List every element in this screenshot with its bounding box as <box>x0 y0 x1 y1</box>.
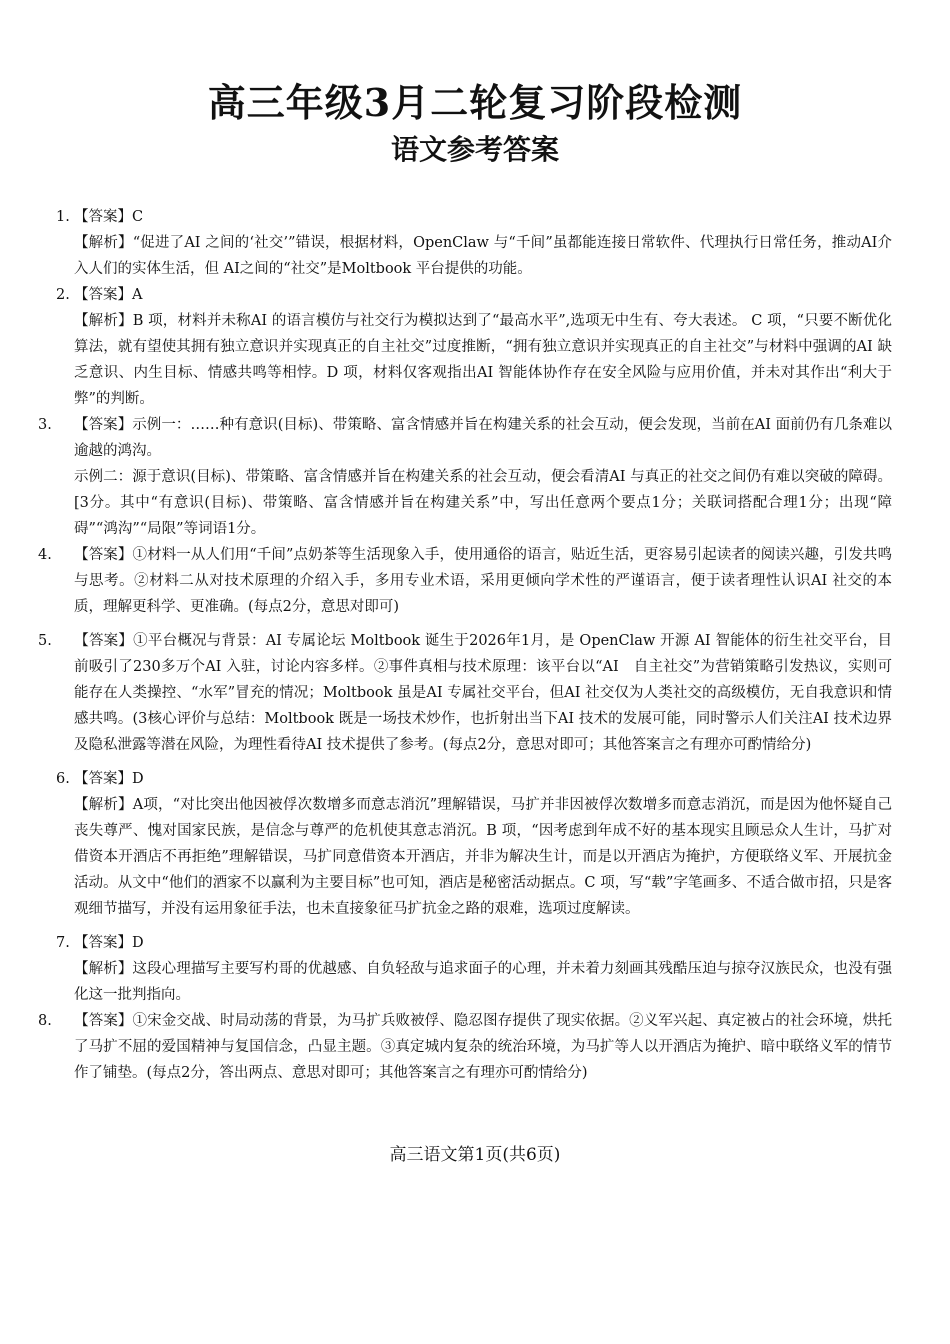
explanation: 【解析】“促进了AI 之间的‘社交’”错误，根据材料，OpenClaw 与“千间”虽都能连接日常软件、代理执行日常任务，推动AI介入人们的实体生活，但 AI之间的“社交”是Moltbook 平台提供的功能。 <box>74 235 892 277</box>
question-number: 4. <box>38 547 52 563</box>
question-6 <box>56 766 892 922</box>
question-2 <box>56 282 892 412</box>
question-number: 6. <box>56 771 70 787</box>
explanation: 示例二：源于意识(目标)、带策略、富含情感并旨在构建关系的社会互动，便会看清AI 与真正的社交之间仍有难以突破的障碍。[3分。其中“有意识(目标)、带策略、富含情感并旨在构建关系”中，写出任意两个要点1分；关联词搭配合理1分；出现“障碍”“鸿沟”“局限”等词语1分。 <box>74 469 892 537</box>
page-subtitle: 语文参考答案 <box>390 133 559 166</box>
question-7 <box>56 930 892 1008</box>
page-footer: 高三语文第1页(共6页) <box>389 1145 561 1165</box>
answer-line: 【答案】①平台概况与背景：AI 专属论坛 Moltbook 诞生于2026年1月，是 OpenClaw 开源 AI 智能体的衍生社交平台，目前吸引了230多万个AI 入驻，讨论内容多样。②事件真相与技术原理：该平台以“AI 自主社交”为营销策略引发热议，实则可能存在人类操控、“水军”冒充的情况；Moltbook 虽是AI 专属社交平台，但AI 社交仅为人类社交的高级模仿，无自我意识和情感共鸣。(3核心评价与总结：Moltbook 既是一场技术炒作，也折射出当下AI 技术的发展可能，同时警示人们关注AI 技术边界及隐私泄露等潜在风险，为理性看待AI 技术提供了参考。(每点2分，意思对即可；其他答案言之有理亦可酌情给分) <box>74 633 892 753</box>
answer-line: 【答案】C <box>74 209 144 225</box>
answer-line: 【答案】A <box>74 287 143 303</box>
question-number: 1. <box>56 209 70 225</box>
question-1 <box>56 204 892 282</box>
question-number: 8. <box>38 1013 52 1029</box>
question-number: 2. <box>56 287 70 303</box>
answers-body <box>38 204 892 1086</box>
question-4 <box>38 542 892 620</box>
question-8 <box>38 1008 892 1086</box>
answer-line: 【答案】①材料一从人们用“千间”点奶茶等生活现象入手，使用通俗的语言，贴近生活，更容易引起读者的阅读兴趣，引发共鸣与思考。②材料二从对技术原理的介绍入手，多用专业术语，采用更倾向学术性的严谨语言，便于读者理性认识AI 社交的本质，理解更科学、更准确。(每点2分，意思对即可) <box>74 547 892 615</box>
explanation: 【解析】这段心理描写主要写杓哥的优越感、自负轻敌与追求面子的心理，并未着力刻画其残酷压迫与掠夺汉族民众，也没有强化这一批判指向。 <box>74 961 892 1003</box>
explanation: 【解析】B 项，材料并未称AI 的语言模仿与社交行为模拟达到了“最高水平”,选项无中生有、夸大表述。 C 项，“只要不断优化算法，就有望使其拥有独立意识并实现真正的自主社交”过度推断，“拥有独立意识并实现真正的自主社交”与材料中强调的AI 缺乏意识、内生目标、情感共鸣等相悖。D 项，材料仅客观指出AI 智能体协作存在安全风险与应用价值，并未对其作出“利大于弊”的判断。 <box>74 313 892 407</box>
answer-line: 【答案】①宋金交战、时局动荡的背景，为马扩兵败被俘、隐忍图存提供了现实依据。②义军兴起、真定被占的社会环境，烘托了马扩不屈的爱国精神与复国信念，凸显主题。③真定城内复杂的统治环境，为马扩等人以开酒店为掩护、暗中联络义军的情节作了铺垫。(每点2分，答出两点、意思对即可；其他答案言之有理亦可酌情给分) <box>74 1013 892 1081</box>
answer-line: 【答案】D <box>74 935 144 951</box>
answer-line: 【答案】示例一：……种有意识(目标)、带策略、富含情感并旨在构建关系的社会互动，便会发现，当前在AI 面前仍有几条难以逾越的鸿沟。 <box>74 417 892 459</box>
question-number: 3. <box>38 417 52 433</box>
page-title: 高三年级3月二轮复习阶段检测 <box>207 80 743 125</box>
answer-line: 【答案】D <box>74 771 144 787</box>
question-number: 7. <box>56 935 70 951</box>
question-number: 5. <box>38 633 52 649</box>
explanation: 【解析】A项，“对比突出他因被俘次数增多而意志消沉”理解错误，马扩并非因被俘次数增多而意志消沉，而是因为他怀疑自己丧失尊严、愧对国家民族，是信念与尊严的危机使其意志消沉。B 项，“因考虑到年成不好的基本现实且顾忌众人生计，马扩对借资本开酒店不再拒绝”理解错误，马扩同意借资本开酒店，并非为解决生计，而是以开酒店为掩护，方便联络义军、开展抗金活动。从文中“他们的酒家不以赢利为主要目标”也可知，酒店是秘密活动据点。C 项，写“载”字笔画多、不适合做市招，只是客观细节描写，并没有运用象征手法，也未直接象征马扩抗金之路的艰难，选项过度解读。 <box>74 797 892 917</box>
question-5 <box>38 628 892 758</box>
question-3 <box>38 412 892 542</box>
